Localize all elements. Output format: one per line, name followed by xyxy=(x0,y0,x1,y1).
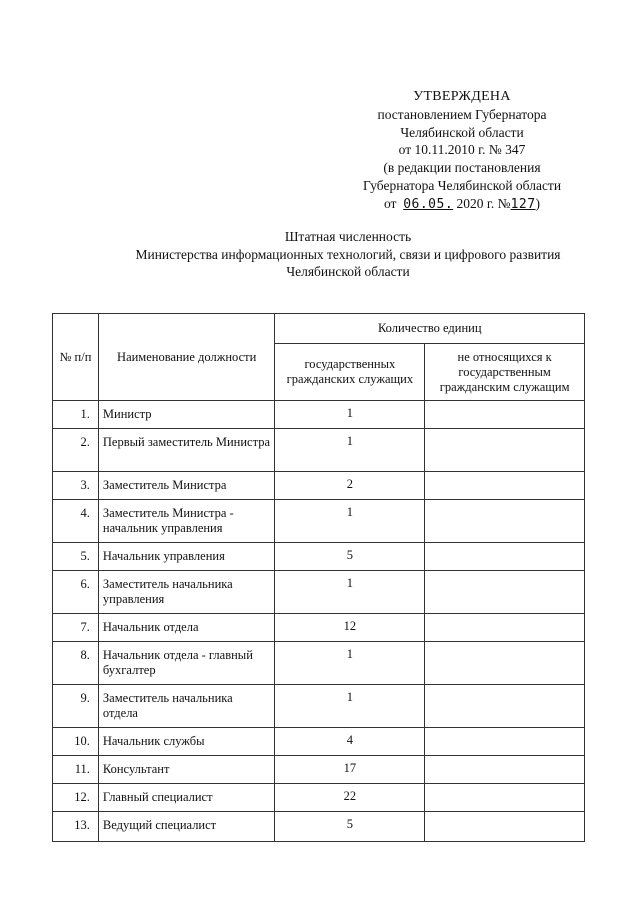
row-civil: 1 xyxy=(275,685,425,728)
row-num: 10. xyxy=(53,728,99,756)
table-row xyxy=(53,429,585,472)
revision-suffix: ) xyxy=(535,195,541,211)
row-civil: 1 xyxy=(275,401,425,429)
row-num: 8. xyxy=(53,642,99,685)
approval-line-revision: (в редакции постановления xyxy=(383,160,541,176)
header-quantity-group: Количество единиц xyxy=(275,314,585,344)
row-position: Заместитель начальника управления xyxy=(98,571,275,614)
row-position: Заместитель Министра xyxy=(98,472,275,500)
row-civil: 22 xyxy=(275,784,425,812)
revision-prefix: от xyxy=(383,195,397,211)
table-row xyxy=(53,401,585,429)
row-civil: 12 xyxy=(275,614,425,642)
approval-line-region: Челябинской области xyxy=(400,124,524,140)
row-civil: 17 xyxy=(275,756,425,784)
row-position: Заместитель начальника отдела xyxy=(98,685,275,728)
row-num: 9. xyxy=(53,685,99,728)
table-row xyxy=(53,812,585,842)
row-civil: 4 xyxy=(275,728,425,756)
row-noncivil xyxy=(425,756,585,784)
row-noncivil xyxy=(425,571,585,614)
row-noncivil xyxy=(425,685,585,728)
row-noncivil xyxy=(425,500,585,543)
row-num: 5. xyxy=(53,543,99,571)
heading-ministry: Министерства информационных технологий, связи и цифрового развития xyxy=(135,246,561,262)
row-position: Заместитель Министра - начальник управления xyxy=(98,500,275,543)
row-position: Начальник управления xyxy=(98,543,275,571)
row-civil: 5 xyxy=(275,543,425,571)
staff-table xyxy=(52,313,585,842)
table-row xyxy=(53,614,585,642)
row-num: 13. xyxy=(53,812,99,842)
row-noncivil xyxy=(425,728,585,756)
row-civil: 1 xyxy=(275,571,425,614)
approval-title: УТВЕРЖДЕНА xyxy=(413,89,511,104)
row-civil: 1 xyxy=(275,642,425,685)
row-civil: 1 xyxy=(275,429,425,472)
heading-region: Челябинской области xyxy=(286,264,410,279)
revision-number-handwritten: 127 xyxy=(510,196,536,212)
row-position: Начальник отдела - главный бухгалтер xyxy=(98,642,275,685)
row-position: Начальник отдела xyxy=(98,614,275,642)
row-civil: 2 xyxy=(275,472,425,500)
table-row xyxy=(53,472,585,500)
row-num: 11. xyxy=(53,756,99,784)
row-position: Ведущий специалист xyxy=(98,812,275,842)
row-num: 1. xyxy=(53,401,99,429)
row-noncivil xyxy=(425,784,585,812)
heading-title: Штатная численность xyxy=(284,229,412,244)
approval-line-governor: Губернатора Челябинской области xyxy=(362,177,562,193)
row-position: Первый заместитель Министра xyxy=(98,429,275,472)
table-row xyxy=(53,756,585,784)
row-num: 7. xyxy=(53,614,99,642)
row-noncivil xyxy=(425,429,585,472)
approval-line-decree: постановлением Губернатора xyxy=(377,106,547,122)
table-row xyxy=(53,784,585,812)
row-noncivil xyxy=(425,401,585,429)
row-position: Главный специалист xyxy=(98,784,275,812)
table-row xyxy=(53,728,585,756)
approval-line-revision-date xyxy=(352,195,572,214)
header-noncivil: не относящихся к государственным гражданским служащим xyxy=(425,344,585,401)
row-position: Министр xyxy=(98,401,275,429)
row-num: 12. xyxy=(53,784,99,812)
document-heading xyxy=(60,228,636,281)
table-row xyxy=(53,500,585,543)
approval-line-date: от 10.11.2010 г. № 347 xyxy=(398,142,526,158)
table-row xyxy=(53,543,585,571)
approval-block xyxy=(352,88,572,214)
row-num: 4. xyxy=(53,500,99,543)
table-row xyxy=(53,642,585,685)
row-position: Начальник службы xyxy=(98,728,275,756)
table-row xyxy=(53,571,585,614)
row-civil: 1 xyxy=(275,500,425,543)
header-position: Наименование должности xyxy=(98,314,275,401)
table-row xyxy=(53,685,585,728)
row-position: Консультант xyxy=(98,756,275,784)
row-civil: 5 xyxy=(275,812,425,842)
row-num: 2. xyxy=(53,429,99,472)
revision-year: 2020 г. № xyxy=(456,195,511,211)
row-noncivil xyxy=(425,614,585,642)
row-noncivil xyxy=(425,543,585,571)
row-noncivil xyxy=(425,812,585,842)
header-civil: государственных гражданских служащих xyxy=(275,344,425,401)
row-num: 6. xyxy=(53,571,99,614)
row-noncivil xyxy=(425,642,585,685)
header-num: № п/п xyxy=(53,314,99,401)
revision-date-handwritten: 06.05. xyxy=(403,196,454,212)
row-noncivil xyxy=(425,472,585,500)
row-num: 3. xyxy=(53,472,99,500)
